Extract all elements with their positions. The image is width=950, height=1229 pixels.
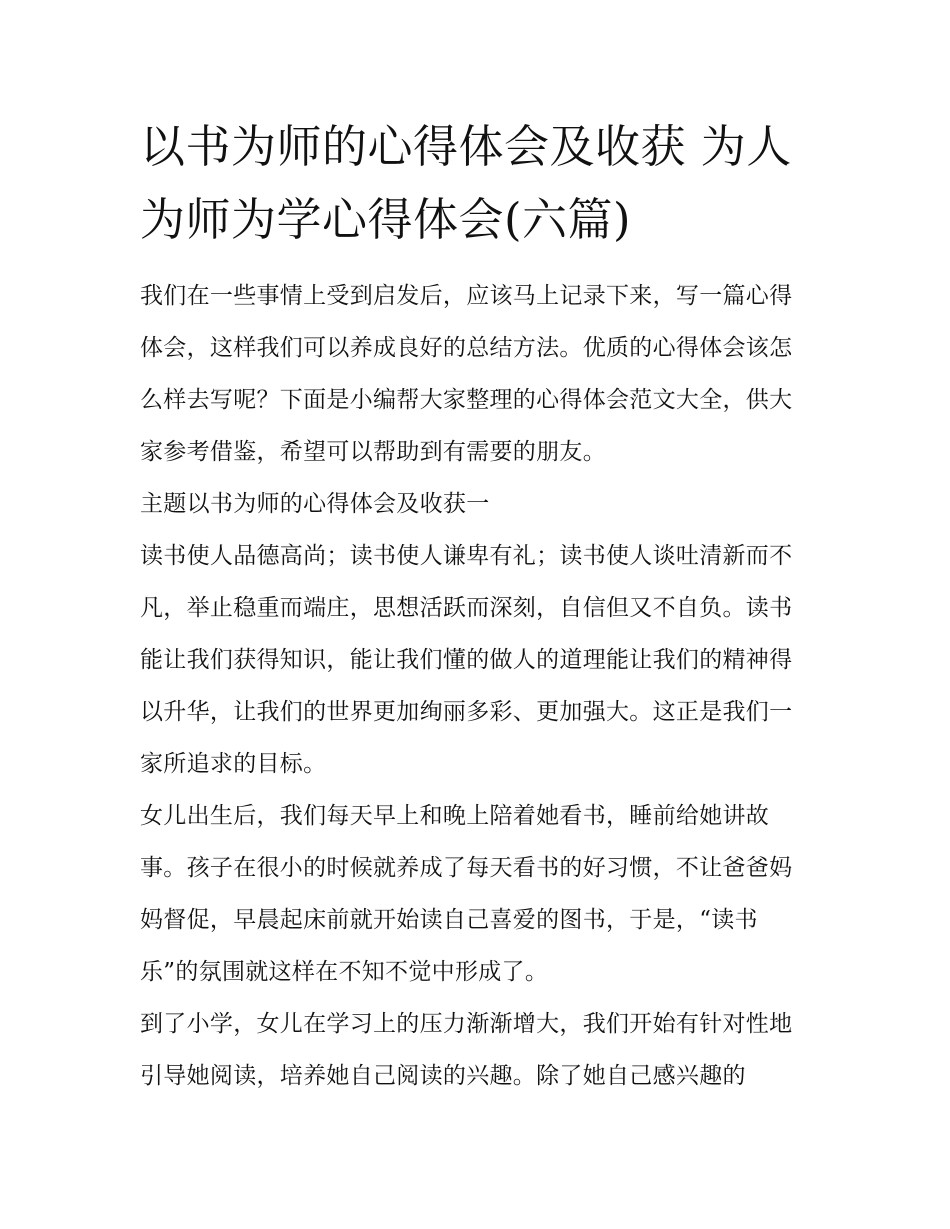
body-paragraph: 读书使人品德高尚；读书使人谦卑有礼；读书使人谈吐清新而不凡，举止稳重而端庄，思想活跃而深刻，自信但又不自负。读书能让我们获得知识，能让我们懂的做人的道理能让我们的精神得以升华，让我们的世界更加绚丽多彩、更加强大。这正是我们一家所追求的目标。 (140, 543, 793, 777)
document-body (140, 110, 812, 1102)
document-title: 以书为师的心得体会及收获 为人为师为学心得体会(六篇) (140, 120, 792, 246)
body-paragraph: 女儿出生后，我们每天早上和晚上陪着她看书，睡前给她讲故事。孩子在很小的时候就养成了每天看书的好习惯，不让爸爸妈妈督促，早晨起床前就开始读自己喜爱的图书，于是，“读书乐”的氛围就这样在不知不觉中形成了。 (140, 803, 793, 985)
intro-paragraph: 我们在一些事情上受到启发后，应该马上记录下来，写一篇心得体会，这样我们可以养成良好的总结方法。优质的心得体会该怎么样去写呢？下面是小编帮大家整理的心得体会范文大全，供大家参考借鉴，希望可以帮助到有需要的朋友。 (140, 283, 793, 465)
section-heading: 主题以书为师的心得体会及收获一 (140, 491, 490, 517)
body-paragraph: 到了小学，女儿在学习上的压力渐渐增大，我们开始有针对性地引导她阅读，培养她自己阅读的兴趣。除了她自己感兴趣的 (140, 1011, 793, 1089)
